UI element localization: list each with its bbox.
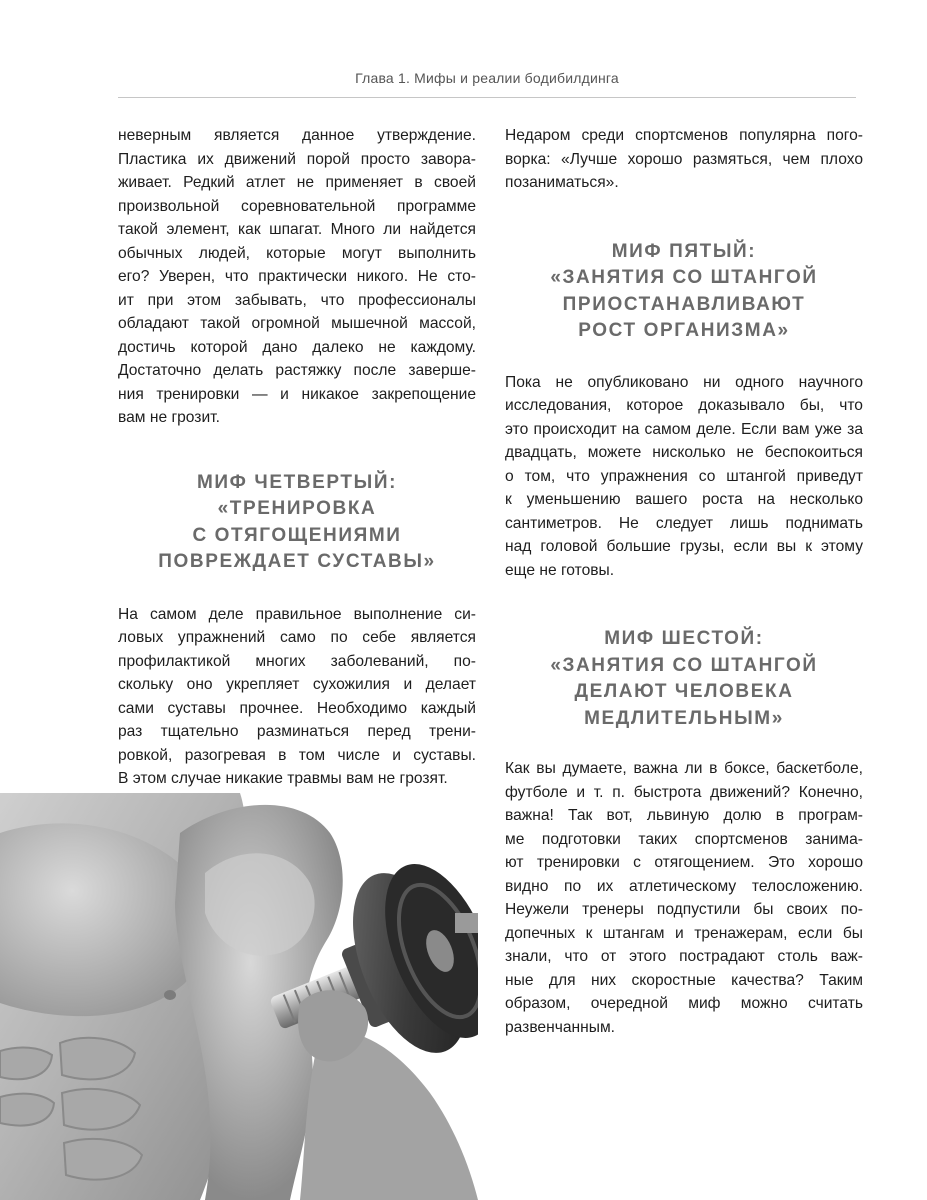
intro-paragraph xyxy=(118,124,476,430)
text-line: такой элемент, как шпагат. Много ли найдется xyxy=(118,221,476,238)
running-title: Глава 1. Мифы и реалии бодибилдинга xyxy=(355,70,619,86)
text-line: Пока не опубликовано ни одного научного xyxy=(505,373,863,391)
text-line: вам не грозит. xyxy=(118,409,220,426)
heading-line: «ТРЕНИРОВКА xyxy=(217,498,377,519)
text-line: исследования, которое доказывало бы, что xyxy=(505,397,863,414)
text-line: ворка: «Лучше хорошо размяться, чем плохо xyxy=(505,150,863,168)
heading-line: ПОВРЕЖДАЕТ СУСТАВЫ» xyxy=(158,551,436,572)
myth6-heading xyxy=(505,626,863,732)
right-column xyxy=(505,124,863,1039)
text-line: ловых упражнений само по себе является xyxy=(118,629,476,646)
text-line: скольку оно укрепляет сухожилия и делает xyxy=(118,676,476,693)
text-line: образом, очередной миф можно считать xyxy=(505,995,863,1012)
myth4-paragraph xyxy=(118,603,476,791)
text-line: ния тренировки — и никакое закрепощение xyxy=(118,385,476,403)
text-line: ровкой, разогревая в том числе и суставы. xyxy=(118,746,476,764)
text-line: неверным является данное утверждение. xyxy=(118,127,476,144)
heading-line: «ЗАНЯТИЯ СО ШТАНГОЙ xyxy=(550,654,818,676)
myth5-paragraph xyxy=(505,371,863,583)
text-line: развенчанным. xyxy=(505,1018,615,1036)
text-line: живает. Редкий атлет не применяет в своей xyxy=(118,174,476,191)
text-line: знали, что от этого пострадают столь важ- xyxy=(505,948,863,965)
heading-line: С ОТЯГОЩЕНИЯМИ xyxy=(192,524,402,546)
text-line: На самом деле правильное выполнение си- xyxy=(118,605,476,623)
text-line: В этом случае никакие травмы вам не грозят. xyxy=(118,770,448,787)
text-line: позаниматься». xyxy=(505,174,619,191)
heading-line: «ЗАНЯТИЯ СО ШТАНГОЙ xyxy=(550,267,818,288)
text-line: Пластика их движений порой просто завора- xyxy=(118,150,476,168)
left-column xyxy=(118,124,476,791)
myth4-heading xyxy=(118,470,476,576)
myth5-heading xyxy=(505,239,863,345)
text-line: Неужели тренеры подпустили бы своих по- xyxy=(505,901,863,918)
text-line: ют тренировки с отягощением. Это хорошо xyxy=(505,854,863,871)
text-line: видно по их атлетическому телосложению. xyxy=(505,877,863,895)
text-line: раз тщательно разминаться перед трени- xyxy=(118,723,476,740)
header-rule xyxy=(118,97,856,98)
text-line: ные для них скоростные качества? Таким xyxy=(505,971,863,989)
text-line: Достаточно делать растяжку после заверше- xyxy=(118,362,476,379)
text-line: двадцать, можете нисколько не беспокоиться xyxy=(505,444,863,461)
text-line: обладают такой огромной мышечной массой, xyxy=(118,315,476,332)
text-line: обычных людей, которые могут выполнить xyxy=(118,244,476,262)
heading-line: МИФ ПЯТЫЙ: xyxy=(611,240,757,262)
text-line: допечных к штангам и тренажерам, если бы xyxy=(505,924,863,942)
text-line: ит при этом забывать, что профессионалы xyxy=(118,291,476,309)
bodybuilder-dumbbell-photo xyxy=(0,793,478,1200)
text-line: профилактикой многих заболеваний, по- xyxy=(118,652,476,670)
heading-line: ДЕЛАЮТ ЧЕЛОВЕКА xyxy=(574,681,794,702)
text-line: достичь которой дано далеко не каждому. xyxy=(118,338,476,356)
myth6-paragraph xyxy=(505,757,863,1039)
heading-line: РОСТ ОРГАНИЗМА» xyxy=(578,320,790,341)
text-line: еще не готовы. xyxy=(505,561,615,579)
heading-line: МИФ ШЕСТОЙ: xyxy=(604,628,764,649)
text-line: сантиметров. Не следует лишь поднимать xyxy=(505,514,863,532)
text-line: сами суставы прочнее. Необходимо каждый xyxy=(118,699,476,717)
heading-line: МЕДЛИТЕЛЬНЫМ» xyxy=(584,707,784,729)
text-line: ме подготовки таких спортсменов занима- xyxy=(505,830,863,848)
heading-line: ПРИОСТАНАВЛИВАЮТ xyxy=(562,293,806,315)
text-line: произвольной соревновательной программе xyxy=(118,197,476,215)
text-line: футболе и т. п. быстрота движений? Конечно, xyxy=(505,783,863,801)
text-line: его? Уверен, что практически никого. Не сто- xyxy=(118,268,476,285)
text-line: важна! Так вот, львиную долю в програм- xyxy=(505,807,863,824)
text-line: к уменьшению вашего роста на несколько xyxy=(505,491,863,508)
intro-paragraph xyxy=(505,124,863,195)
text-line: о том, что упражнения со штангой приведут xyxy=(505,467,863,485)
text-line: Как вы думаете, важна ли в боксе, баскетболе, xyxy=(505,760,863,777)
text-line: над головой большие грузы, если вы к этому xyxy=(505,538,863,555)
heading-line: МИФ ЧЕТВЕРТЫЙ: xyxy=(196,471,397,493)
text-line: Недаром среди спортсменов популярна пого- xyxy=(505,127,863,144)
text-line: это происходит на самом деле. Если вам уже за xyxy=(505,420,863,438)
